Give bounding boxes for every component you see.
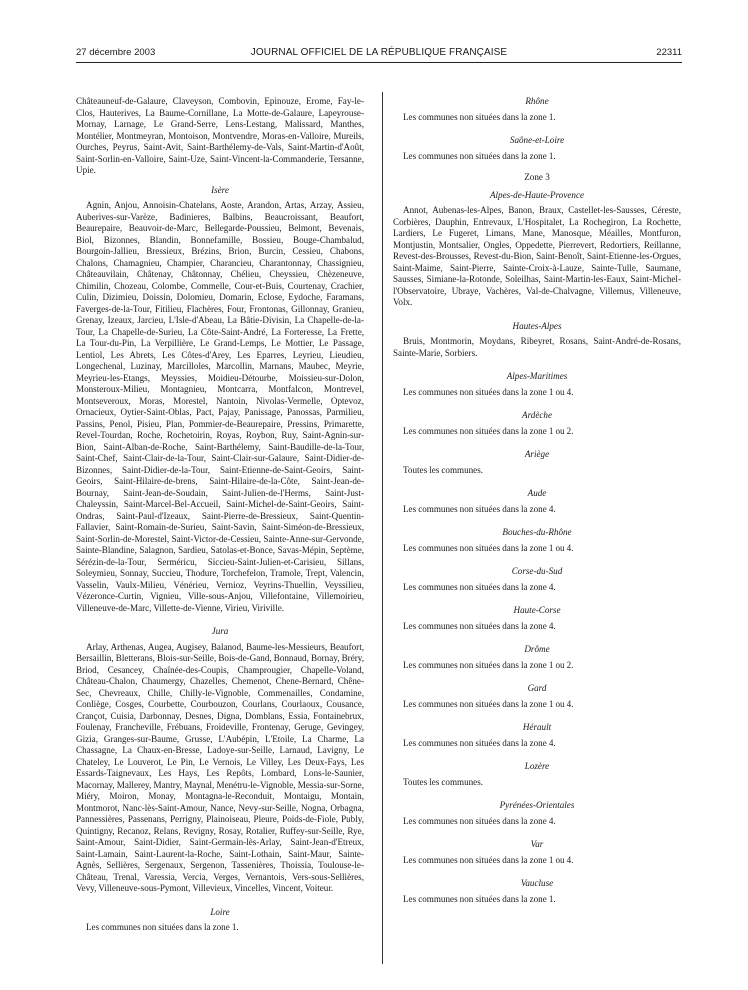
rhone-communes: Les communes non situées dans la zone 1. — [403, 111, 556, 122]
loire-communes: Les communes non situées dans la zone 1. — [86, 922, 239, 932]
dept-communes: Les communes non situées dans la zone 4. — [403, 581, 556, 592]
dept-communes: Les communes non situées dans la zone 4. — [403, 503, 556, 514]
dept-communes: Les communes non situées dans la zone 4. — [403, 815, 556, 826]
dept-title: Var — [530, 839, 544, 849]
dept-communes: Les communes non situées dans la zone 1 ou 4. — [403, 386, 574, 397]
hautes-alpes-communes: Bruis, Montmorin, Moydans, Ribeyret, Rosans, Saint-André-de-Rosans, Sainte-Marie, Sorbiers. — [393, 336, 681, 358]
dept-title-hautes-alpes: Hautes-Alpes — [512, 320, 562, 331]
dept-title: Vaucluse — [520, 878, 554, 888]
header-date: 27 décembre 2003 — [76, 47, 156, 58]
dept-title-saone-et-loire: Saône-et-Loire — [509, 135, 565, 145]
isere-communes: Agnin, Anjou, Annoisin-Chatelans, Aoste, Arandon, Artas, Arzay, Assieu, Auberives-sur-Varèze, Badinieres, Balbins, Beaucroissant, Beaufort, Beaurepaire, Beauvoir-de-Marc, Bellegarde-Poussieu, Belmont, Bevenais, Biol, Bizonnes, Blandin, Bonnefamille, Bossieu, Bouge-Chambalud, Bourgoin-Jallieu, Bressieux, Brézins, Brion, Burcin, Cessieu, Chabons, Chalons, Chamagnieu, Champier, Charancieu, Charantonnay, Chassignieu, Châteauvilain, Châtenay, Châtonnay, Chélieu, Cheyssieu, Chèzeneuve, Chimilin, Chozeau, Colombe, Commelle, Cour-et-Buis, Courtenay, Crachier, Culin, Dizimieu, Doissin, Dolomieu, Domarin, Eclose, Eydoche, Faramans, Faverges-de-la-Tour, Fitilieu, Flachères, Four, Frontonas, Gillonnay, Granieu, Grenay, Izeaux, Jarcieu, L'Isle-d'Abeau, La Bâtie-Divisin, La Chapelle-de-la-Tour, La Chapelle-de-Surieu, La Côte-Saint-André, La Forteresse, La Frette, La Tour-du-Pin, La Verpillière, Le Grand-Lemps, Le Mottier, Le Passage, Lentiol, Les Abrets, Les Côtes-d'Arey, Les Eparres, Leyrieu, Lieudieu, Longechenal, Luzinay, Marcilloles, Marcollin, Marnans, Maubec, Meyrie, Meyrieu-les-Etangs, Meyssies, Moidieu-Détourbe, Moissieu-sur-Dolon, Monsteroux-Milieu, Montagnieu, Montcarra, Montfalcon, Montrevel, Montseveroux, Moras, Morestel, Nantoin, Nivolas-Vermelle, Optevoz, Ornacieux, Oytier-Saint-Oblas, Pact, Pajay, Panissage, Panossas, Parmilieu, Passins, Penol, Pisieu, Plan, Pommier-de-Beaurepaire, Pressins, Primarette, Revel-Tourdan, Roche, Rochetoirin, Royas, Roybon, Ruy, Saint-Agnin-sur-Bion, Saint-Alban-de-Roche, Saint-Barthélemy, Saint-Baudille-de-la-Tour, Saint-Chef, Saint-Clair-de-la-Tour, Saint-Clair-sur-Galaure, Saint-Didier-de-Bizonnes, Saint-Didier-de-la-Tour, Saint-Etienne-de-Saint-Geoirs, Saint-Geoirs, Saint-Hilaire-de-brens, Saint-Hilaire-de-la-Côte, Saint-Jean-de-Bournay, Saint-Jean-de-Soudain, Saint-Julien-de-l'Herms, Saint-Just-Chaleyssin, Saint-Marcel-Bel-Accueil, Saint-Michel-de-Saint-Geoirs, Saint-Ondras, Saint-Paul-d'Izeaux, Saint-Pierre-de-Bressieux, Saint-Quentin-Fallavier, Saint-Romain-de-Surieu, Saint-Savin, Saint-Siméon-de-Bressieux, Saint-Sorlin-de-Morestel, Saint-Victor-de-Cessieu, Sainte-Anne-sur-Gervonde, Sainte-Blandine, Salagnon, Sardieu, Satolas-et-Bonce, Savas-Mépin, Septème, Sérézin-de-la-Tour, Serméricu, Sicciеu-Saint-Julien-et-Carisieu, Sillans, Soleymieu, Sonnay, Succieu, Thodure, Torchefelon, Tramole, Trept, Valencin, Vasselin, Vaulx-Milieu, Vénérieu, Vernioz, Veyrins-Thuellin, Veyssilieu, Vézeronce-Curtin, Vignieu, Ville-sous-Anjou, Villefontaine, Villemoirieu, Villeneuve-de-Marc, Villette-de-Vienne, Virieu, Viriville. — [76, 200, 364, 613]
dept-communes: Les communes non situées dans la zone 1 ou 4. — [403, 698, 574, 709]
dept-communes: Toutes les communes. — [403, 464, 484, 475]
dept-communes: Les communes non situées dans la zone 1 ou 2. — [403, 659, 574, 670]
dept-title: Hérault — [522, 722, 552, 732]
header-journal-title: JOURNAL OFFICIEL DE LA RÉPUBLIQUE FRANÇAISE — [250, 47, 508, 58]
dept-title-rhone: Rhône — [525, 96, 549, 106]
dept-communes: Toutes les communes. — [403, 776, 484, 787]
dept-title-loire: Loire — [210, 906, 230, 917]
dept-title: Bouches-du-Rhône — [502, 527, 572, 537]
right-column — [393, 96, 681, 905]
dept-title: Drôme — [524, 644, 550, 654]
dept-communes: Les communes non situées dans la zone 4. — [403, 620, 556, 631]
dept-title: Pyrénées-Orientales — [499, 800, 575, 810]
dept-communes: Les communes non situées dans la zone 4. — [403, 737, 556, 748]
dept-title: Alpes-Maritimes — [506, 371, 568, 381]
dept-title-jura: Jura — [211, 626, 229, 636]
header-page-number: 22311 — [656, 47, 682, 58]
column-divider — [382, 92, 383, 964]
dept-title-alpes-de-haute-provence: Alpes-de-Haute-Provence — [489, 189, 585, 200]
dept-title: Ariège — [524, 449, 550, 459]
dept-communes: Les communes non situées dans la zone 1 ou 4. — [403, 854, 574, 865]
page-header — [76, 47, 682, 63]
dept-title: Haute-Corse — [513, 605, 561, 615]
dept-title: Aude — [527, 488, 547, 498]
header-rule — [76, 62, 682, 63]
dept-title: Corse-du-Sud — [511, 566, 563, 576]
dept-communes: Les communes non situées dans la zone 1 ou 4. — [403, 542, 574, 553]
saone-et-loire-communes: Les communes non situées dans la zone 1. — [403, 150, 556, 161]
left-column — [76, 96, 364, 934]
alpes-de-haute-provence-communes: Annot, Aubenas-les-Alpes, Banon, Braux, Castellet-les-Sausses, Céreste, Corbières, Dauphin, Entrevaux, L'Hospitalet, La Rochegiron, La Rochette, Lardiers, Le Fugeret, Limans, Mane, Manosque, Méailles, Montfuron, Montjustin, Montsalier, Ongles, Oppedette, Pierrevert, Redortiers, Reillanne, Revest-des-Brousses, Revest-du-Bion, Saint-Benoît, Saint-Etienne-les-Orgues, Saint-Maime, Saint-Pierre, Sainte-Croix-à-Lauze, Sainte-Tulle, Saumane, Sausses, Simiane-la-Rotonde, Soleilhas, Saint-Martin-les-Eaux, Saint-Michel-l'Observatoire, Ubraye, Vachères, Val-de-Chalvagne, Villemus, Villeneuve, Volx. — [393, 205, 681, 307]
dept-title: Lozère — [524, 761, 550, 771]
zone-3-heading: Zone 3 — [524, 172, 550, 182]
dept-title-isere: Isère — [211, 184, 229, 195]
dept-communes: Les communes non situées dans la zone 1 ou 2. — [403, 425, 574, 436]
dept-communes: Les communes non situées dans la zone 1. — [403, 893, 556, 904]
dept-title: Gard — [527, 683, 547, 693]
jura-communes: Arlay, Arthenas, Augea, Augisey, Balanod, Baume-les-Messieurs, Beaufort, Bersaillin, Bletterans, Blois-sur-Seille, Bois-de-Gand, Bonnaud, Bornay, Bréry, Briod, Cesancey, Chaînée-des-Coupis, Champrougier, Chapelle-Voland, Château-Chalon, Chaumergy, Chazelles, Chemenot, Chene-Bernard, Chêne-Sec, Chevreaux, Chille, Chilly-le-Vignoble, Commenailles, Condamine, Conliège, Cosges, Courbette, Courbouzon, Courlans, Courlaoux, Cousance, Crançot, Cuisia, Darbonnay, Desnes, Digna, Domblans, Essia, Fontainebrux, Foulenay, Francheville, Frébuans, Froideville, Frontenay, Geruge, Gevingey, Gizia, Granges-sur-Baume, Grusse, L'Aubépin, L'Etoile, La Charme, La Chassagne, La Chaux-en-Bresse, Ladoye-sur-Seille, Larnaud, Lavigny, Le Chateley, Le Louverot, Le Pin, Le Vernois, Le Villey, Les Deux-Fays, Les Essards-Taignevaux, Les Hays, Les Repôts, Lombard, Lons-le-Saunier, Macornay, Mallerey, Mantry, Maynal, Menétru-le-Vignoble, Messia-sur-Sorne, Miéry, Moiron, Monay, Montagna-le-Reconduit, Montaigu, Montain, Montmorot, Nanc-lès-Saint-Amour, Nance, Nevy-sur-Seille, Nogna, Orbagna, Pannessières, Passenans, Perrigny, Plainoiseau, Pleure, Poids-de-Fiole, Publy, Quintigny, Recanoz, Relans, Revigny, Rosay, Rotalier, Ruffey-sur-Seille, Rye, Saint-Amour, Saint-Didier, Saint-Germain-lès-Arlay, Saint-Jean-d'Etreux, Saint-Lamain, Saint-Laurent-la-Roche, Saint-Lothain, Saint-Maur, Sainte-Agnès, Sellières, Sergenaux, Sergenon, Tassenières, Thoissia, Toulouse-le-Château, Trenal, Varessia, Vercia, Verges, Vernantois, Vers-sous-Sellières, Vevy, Villeneuve-sous-Pymont, Villevieux, Vincelles, Vincent, Voiteur. — [76, 641, 364, 893]
drome-communes-continued: Châteauneuf-de-Galaure, Claveyson, Combovin, Epinouze, Erome, Fay-le-Clos, Hauterives, La Baume-Cornillane, La Motte-de-Galaure, Lapeyrouse-Mornay, Larnage, Le Grand-Serre, Lens-Lestang, Malissard, Manthes, Montélier, Montmeyran, Montoison, Montvendre, Moras-en-Valloire, Mureils, Ourches, Peyrus, Saint-Avit, Saint-Barthélemy-de-Vals, Saint-Martin-d'Août, Saint-Sorlin-en-Valloire, Saint-Uze, Saint-Vincent-la-Commanderie, Tersanne, Upie. — [76, 96, 364, 175]
dept-title: Ardèche — [522, 410, 552, 420]
